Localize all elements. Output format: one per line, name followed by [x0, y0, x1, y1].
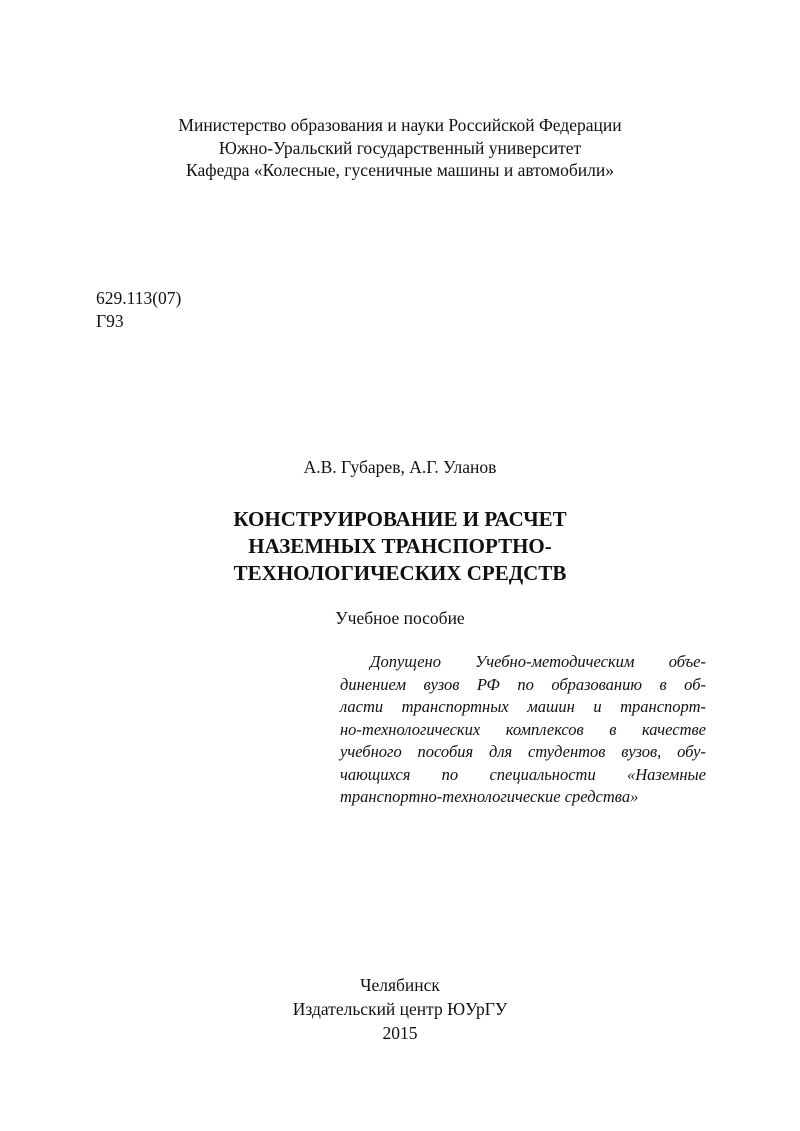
approval-line: ласти транспортных машин и транспорт- — [340, 697, 706, 716]
book-type: Учебное пособие — [335, 608, 465, 628]
imprint — [0, 973, 800, 1045]
institution-header — [0, 114, 800, 182]
book-title — [0, 506, 800, 587]
title-line-3: ТЕХНОЛОГИЧЕСКИХ СРЕДСТВ — [233, 561, 567, 585]
approval-line: Допущено Учебно-методическим объе- — [370, 652, 706, 671]
approval-line: чающихся по специальности «Наземные — [340, 764, 706, 784]
authors: А.В. Губарев, А.Г. Уланов — [303, 457, 497, 477]
approval-stamp-text — [340, 651, 706, 809]
approval-line: учебного пособия для студентов вузов, обу- — [340, 742, 706, 761]
approval-line: но-технологических комплексов в качестве — [340, 719, 706, 739]
classification-codes — [96, 287, 181, 332]
publisher: Издательский центр ЮУрГУ — [292, 999, 508, 1019]
title-line-2: НАЗЕМНЫХ ТРАНСПОРТНО- — [248, 534, 552, 558]
title-line-1: КОНСТРУИРОВАНИЕ И РАСЧЕТ — [233, 507, 567, 531]
bbk-index: Г93 — [96, 310, 124, 331]
university-line: Южно-Уральский государственный университет — [218, 137, 582, 158]
year: 2015 — [382, 1023, 418, 1043]
department-line: Кафедра «Колесные, гусеничные машины и автомобили» — [186, 160, 614, 180]
udc-code: 629.113(07) — [96, 288, 182, 308]
approval-line: динением вузов РФ по образованию в об- — [340, 674, 706, 694]
city: Челябинск — [360, 975, 440, 995]
ministry-line: Министерство образования и науки Российской Федерации — [178, 115, 622, 135]
approval-line: транспортно-технологические средства» — [340, 787, 639, 806]
